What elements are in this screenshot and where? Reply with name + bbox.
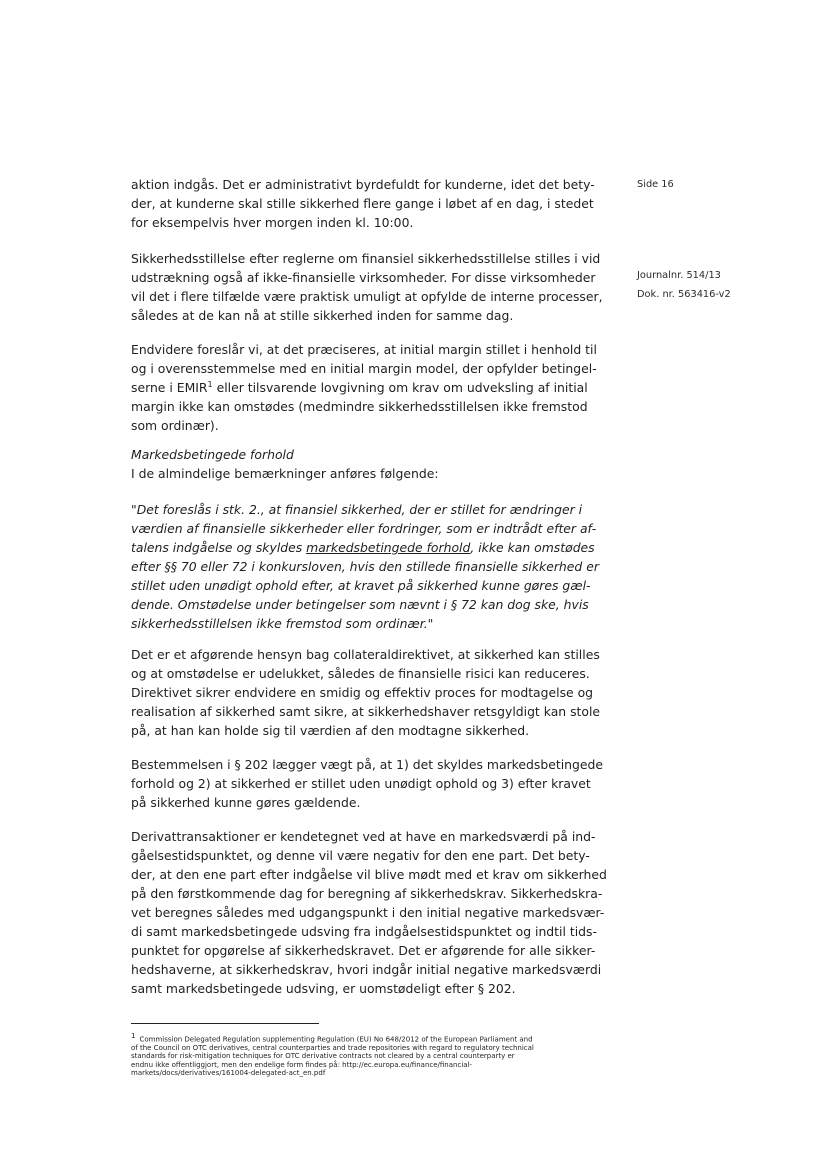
text-line: realisation af sikkerhed samt sikre, at sikkerhedshaver retsgyldigt kan stole: [131, 704, 601, 719]
text-line: der, at kunderne skal stille sikkerhed flere gange i løbet af en dag, i stedet: [131, 196, 594, 211]
text-line: Sikkerhedsstillelse efter reglerne om finansiel sikkerhedsstillelse stilles i vid: [131, 251, 601, 266]
text-line: udstrækning også af ikke-finansielle virksomheder. For disse virksomheder: [131, 270, 596, 285]
text-line: I de almindelige bemærkninger anføres følgende:: [131, 466, 439, 481]
text-segment: serne i EMIR: [131, 380, 208, 395]
text-line: og at omstødelse er udelukket, således de finansielle risici kan reduceres.: [131, 666, 590, 681]
text-line: gåelsestidspunktet, og denne vil være negativ for den ene part. Det bety-: [131, 848, 590, 863]
text-line: vil det i flere tilfælde være praktisk umuligt at opfylde de interne processer,: [131, 289, 603, 304]
text-line: Bestemmelsen i § 202 lægger vægt på, at 1) det skyldes markedsbetingede: [131, 757, 603, 772]
footnote: [131, 1032, 601, 1077]
text-segment: Commission Delegated Regulation supplementing Regulation (EU) No 648/2012 of the European Parliament and: [139, 1035, 533, 1044]
text-line: på den førstkommende dag for beregning af sikkerhedskrav. Sikkerhedskra-: [131, 886, 603, 901]
text-line: "Det foreslås i stk. 2., at finansiel sikkerhed, der er stillet for ændringer i: [131, 502, 583, 517]
text-line: di samt markedsbetingede udsving fra indgåelsestidspunktet og indtil tids-: [131, 924, 597, 939]
text-line: samt markedsbetingede udsving, er uomstødeligt efter § 202.: [131, 981, 516, 996]
text-line: og i overensstemmelse med en initial margin model, der opfylder betingel-: [131, 361, 597, 376]
text-line: stillet uden unødigt ophold efter, at kravet på sikkerhed kunne gøres gæl-: [131, 578, 591, 593]
paragraph-collateral-directive: [131, 645, 601, 740]
text-line: på, at han kan holde sig til værdien af den modtagne sikkerhed.: [131, 723, 530, 738]
text-line: sikkerhedsstillelsen ikke fremstod som ordinær.": [131, 616, 434, 631]
text-line: der, at den ene part efter indgåelse vil blive mødt med et krav om sikkerhed: [131, 867, 607, 882]
text-line: dende. Omstødelse under betingelser som nævnt i § 72 kan dog ske, hvis: [131, 597, 589, 612]
text-segment: eller tilsvarende lovgivning om krav om udveksling af initial: [212, 380, 588, 395]
section-heading: Markedsbetingede forhold: [131, 447, 294, 462]
paragraph-derivatives: [131, 827, 607, 998]
footnote-number: 1: [131, 1032, 136, 1040]
section-markedsbetingede: [131, 445, 601, 483]
text-line: Direktivet sikrer endvidere en smidig og effektiv proces for modtagelse og: [131, 685, 594, 700]
document-number: Dok. nr. 563416-v2: [637, 289, 731, 300]
footnote-separator: [131, 1023, 319, 1024]
text-line: for eksempelvis hver morgen inden kl. 10:00.: [131, 215, 414, 230]
text-line: aktion indgås. Det er administrativt byrdefuldt for kunderne, idet det bety-: [131, 177, 595, 192]
footnote-line[interactable]: endnu ikke offentliggjort, men den endelige form findes på: http://ec.europa.eu/finance/financial-: [131, 1060, 473, 1069]
text-line: efter §§ 70 eller 72 i konkursloven, hvis den stillede finansielle sikkerhed er: [131, 559, 599, 574]
text-segment: talens indgåelse og skyldes: [131, 540, 307, 555]
text-line: på sikkerhed kunne gøres gældende.: [131, 795, 361, 810]
paragraph-3: [131, 340, 601, 435]
page-number: Side 16: [637, 179, 674, 190]
paragraph-1: [131, 175, 601, 232]
text-line: Derivattransaktioner er kendetegnet ved at have en markedsværdi på ind-: [131, 829, 596, 844]
text-line: værdien af finansielle sikkerheder eller fordringer, som er indtrådt efter af-: [131, 521, 597, 536]
text-line: således at de kan nå at stille sikkerhed inden for samme dag.: [131, 308, 514, 323]
text-line: som ordinær).: [131, 418, 219, 433]
paragraph-section-202: [131, 755, 601, 812]
text-line: Det er et afgørende hensyn bag collateraldirektivet, at sikkerhed kan stilles: [131, 647, 600, 662]
text-line: hedshaverne, at sikkerhedskrav, hvori indgår initial negative markedsværdi: [131, 962, 602, 977]
text-line: punktet for opgørelse af sikkerhedskravet. Det er afgørende for alle sikker-: [131, 943, 596, 958]
paragraph-2: [131, 249, 601, 325]
text-segment: , ikke kan omstødes: [470, 540, 595, 555]
underlined-term: markedsbetingede forhold: [306, 540, 471, 555]
footnote-reference[interactable]: 1: [207, 379, 213, 389]
text-line: margin ikke kan omstødes (medmindre sikkerhedsstillelsen ikke fremstod: [131, 399, 588, 414]
footnote-line: [131, 1032, 601, 1044]
footnote-line: standards for risk-mitigation techniques for OTC derivative contracts not cleared by a central counterparty er: [131, 1052, 515, 1061]
journal-number: Journalnr. 514/13: [637, 270, 721, 281]
footnote-line[interactable]: markets/docs/derivatives/161004-delegated-act_en.pdf: [131, 1068, 326, 1077]
text-line: forhold og 2) at sikkerhed er stillet uden unødigt ophold og 3) efter kravet: [131, 776, 591, 791]
text-line: vet beregnes således med udgangspunkt i den initial negative markedsvær-: [131, 905, 605, 920]
text-line: [131, 538, 601, 557]
text-line: [131, 378, 601, 397]
text-line: Endvidere foreslår vi, at det præciseres, at initial margin stillet i henhold til: [131, 342, 597, 357]
quoted-passage: [131, 500, 601, 633]
footnote-line: of the Council on OTC derivatives, central counterparties and trade repositories with regard to regulatory technical: [131, 1043, 534, 1052]
